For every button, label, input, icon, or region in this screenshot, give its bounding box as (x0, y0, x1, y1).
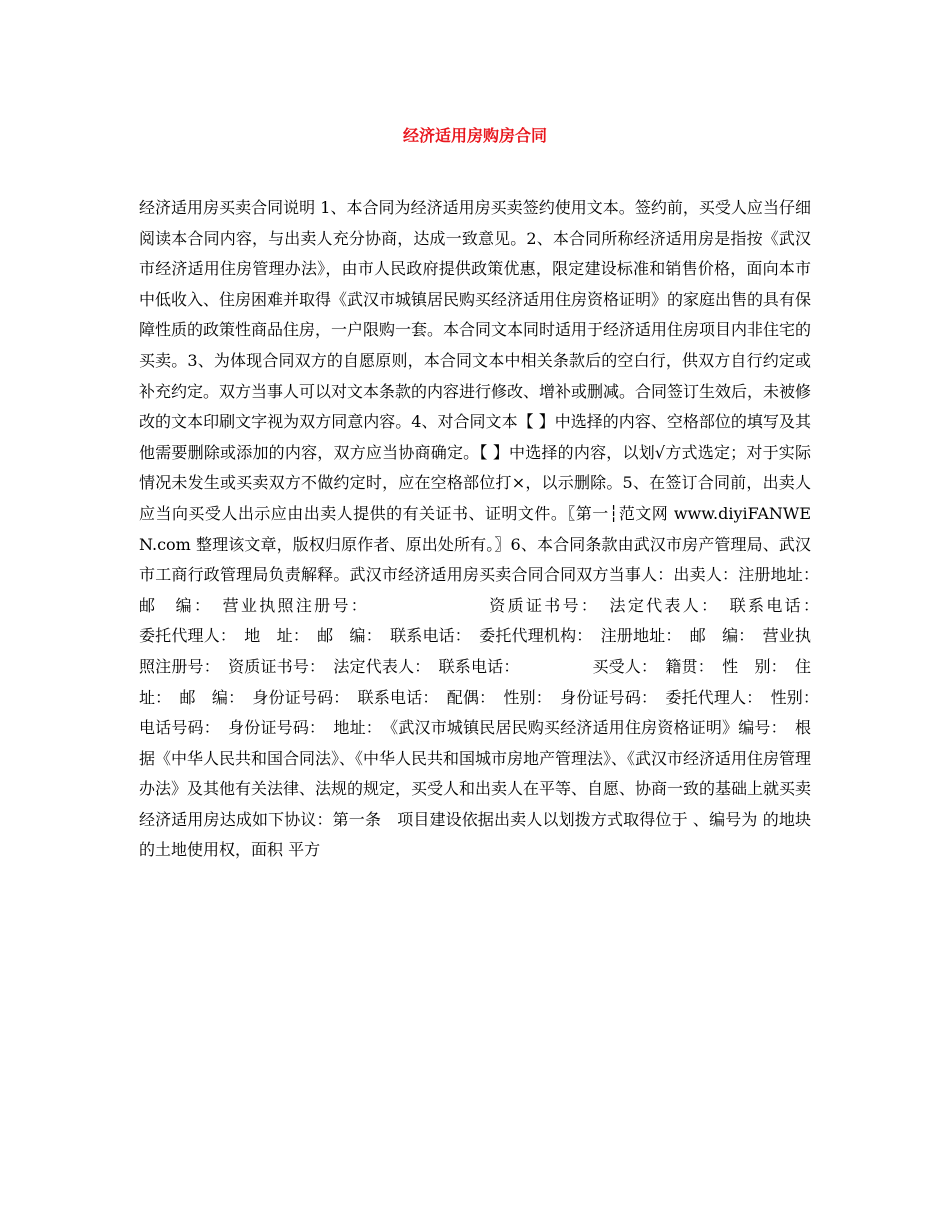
document-body-text: 经济适用房买卖合同说明 1、本合同为经济适用房买卖签约使用文本。签约前，买受人应当仔细阅读本合同内容，与出卖人充分协商，达成一致意见。2、本合同所称经济适用房是指按《武汉市经济适用住房管理办法》，由市人民政府提供政策优惠，限定建设标准和销售价格，面向本市中低收入、住房困难并取得《武汉市城镇居民购买经济适用住房资格证明》的家庭出售的具有保障性质的政策性商品住房，一户限购一套。本合同文本同时适用于经济适用住房项目内非住宅的买卖。3、为体现合同双方的自愿原则，本合同文本中相关条款后的空白行，供双方自行约定或补充约定。双方当事人可以对文本条款的内容进行修改、增补或删减。合同签订生效后，未被修改的文本印刷文字视为双方同意内容。4、对合同文本【 】中选择的内容、空格部位的填写及其他需要删除或添加的内容，双方应当协商确定。【 】中选择的内容，以划√方式选定；对于实际情况未发生或买卖双方不做约定时，应在空格部位打×，以示删除。5、在签订合同前，出卖人应当向买受人出示应由出卖人提供的有关证书、证明文件。〖第一┆范文网 www.diyiFANWEN.com 整理该文章，版权归原作者、原出处所有。〗6、本合同条款由武汉市房产管理局、武汉市工商行政管理局负责解释。武汉市经济适用房买卖合同合同双方当事人：出卖人：注册地址： 邮 编： 营业执照注册号： 资质证书号： 法定代表人： 联系电话： 委托代理人： 地 址： 邮 编： 联系电话： 委托代理机构： 注册地址： 邮 编： 营业执照注册号： 资质证书号： 法定代表人： 联系电话： 买受人： 籍贯： 性 别： 住 址： 邮 编： 身份证号码： 联系电话： 配偶： 性别： 身份证号码： 委托代理人： 性别： 电话号码： 身份证号码： 地址： 《武汉市城镇民居民购买经济适用住房资格证明》编号： 根据《中华人民共和国合同法》、《中华人民共和国城市房地产管理法》、《武汉市经济适用住房管理办法》及其他有关法律、法规的规定，买受人和出卖人在平等、自愿、协商一致的基础上就买卖经济适用房达成如下协议：第一条 项目建设依据出卖人以划拨方式取得位于 、编号为 的地块的土地使用权，面积 平方 (139, 198, 892, 860)
document-title: 经济适用房购房合同 (402, 126, 547, 145)
